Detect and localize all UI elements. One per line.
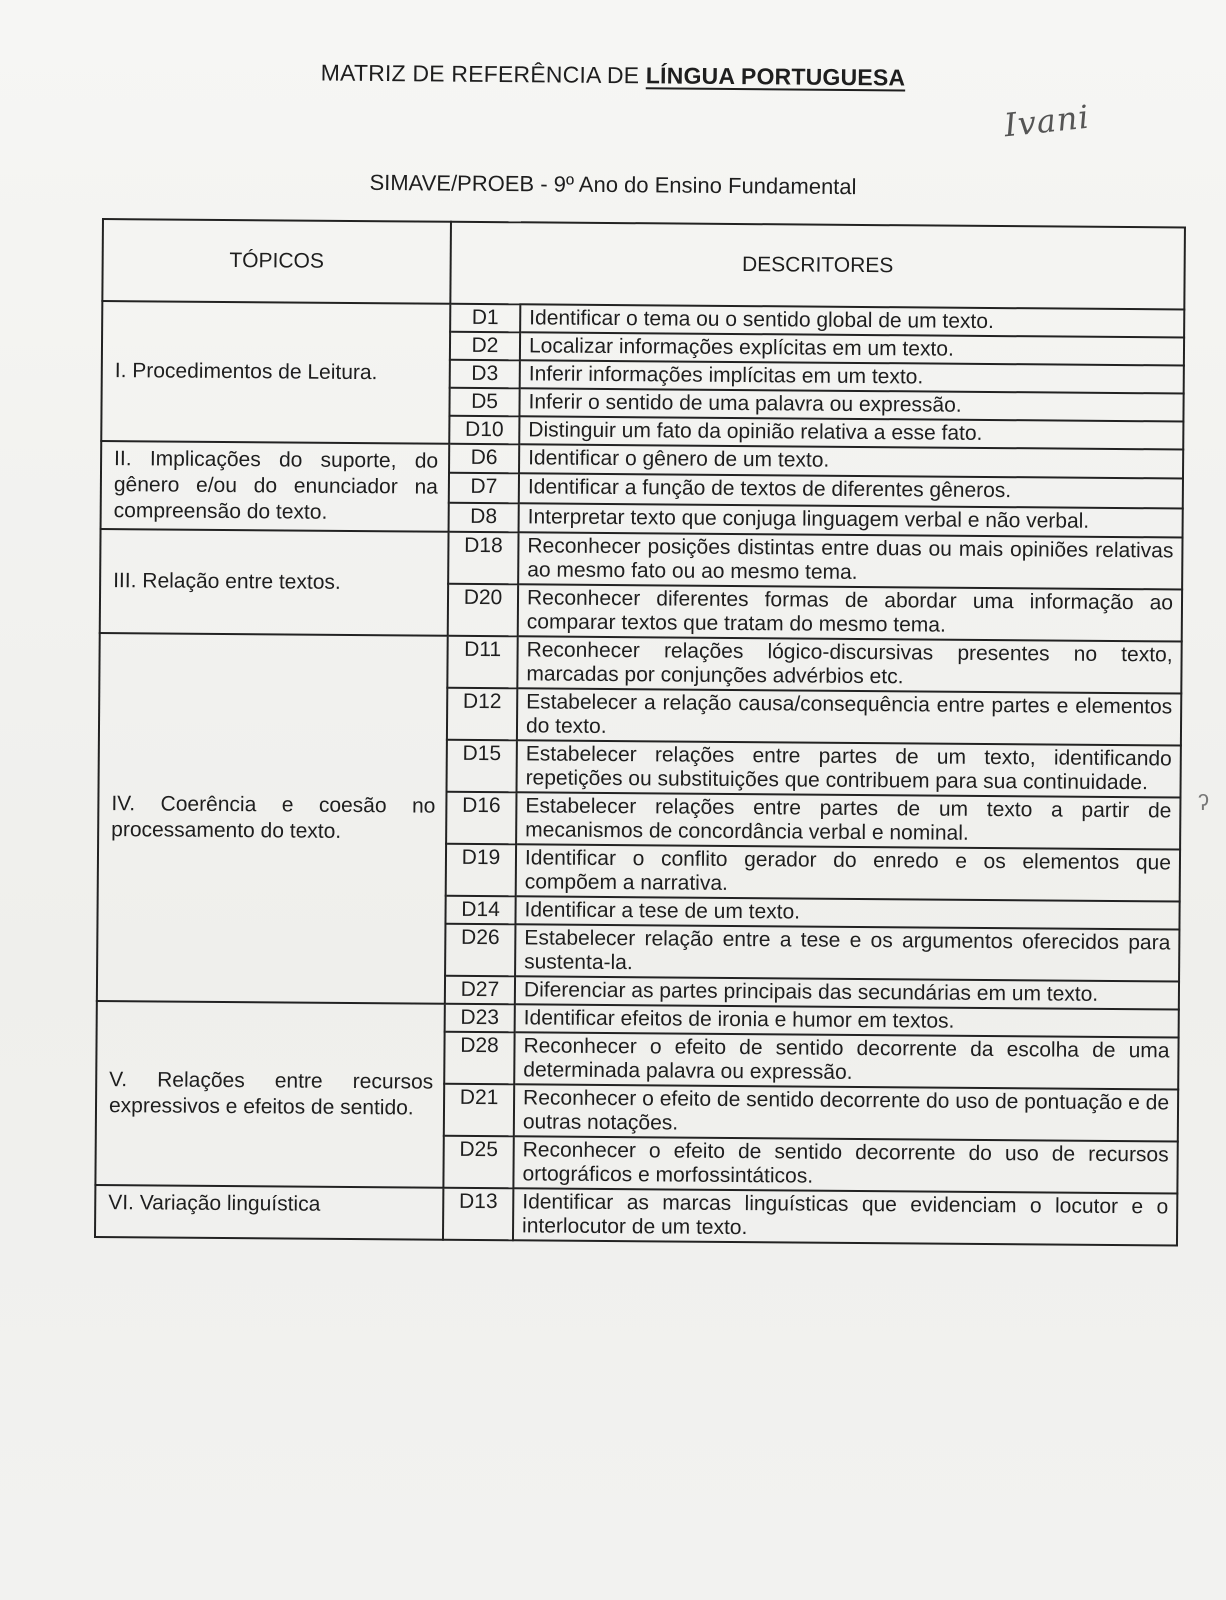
reference-matrix: [94, 218, 1186, 1246]
topic-cell: VI. Variação linguística: [95, 1185, 443, 1240]
table-body: [95, 301, 1184, 1245]
descriptor-code: D16: [446, 792, 516, 845]
descriptor-code: D10: [449, 416, 519, 445]
table-row: [100, 529, 1182, 589]
descriptor-code: D20: [448, 584, 518, 637]
descriptor-code: D1: [450, 304, 520, 333]
descriptor-code: D12: [447, 688, 517, 741]
document-subtitle: SIMAVE/PROEB - 9º Ano do Ensino Fundamental: [369, 169, 857, 200]
descriptor-code: D5: [449, 388, 519, 417]
header-descriptors: DESCRITORES: [450, 222, 1185, 310]
topic-cell: V. Relações entre recursos expressivos e efeitos de sentido.: [95, 1001, 444, 1188]
descriptor-code: D27: [445, 976, 515, 1005]
descriptor-text: Reconhecer diferentes formas de abordar uma informação ao comparar textos que tratam do mesmo tema.: [518, 584, 1182, 641]
document-title: [0, 57, 1226, 95]
header-topics: TÓPICOS: [102, 219, 451, 304]
descriptor-text: Distinguir um fato da opinião relativa a esse fato.: [519, 416, 1183, 449]
descriptor-code: D6: [449, 444, 519, 474]
descriptor-text: Estabelecer relações entre partes de um texto, identificando repetições ou substituições que contribuem para sua continuidade.: [517, 740, 1181, 797]
descriptor-text: Identificar o conflito gerador do enredo e os elementos que compõem a narrativa.: [516, 844, 1180, 901]
descriptor-text: Reconhecer relações lógico-discursivas presentes no texto, marcadas por conjunções advérbios etc.: [517, 636, 1181, 693]
descriptor-text: Identificar a tese de um texto.: [515, 896, 1179, 929]
descriptor-text: Estabelecer relação entre a tese e os argumentos oferecidos para sustenta-la.: [515, 924, 1179, 981]
descriptor-text: Inferir o sentido de uma palavra ou expressão.: [519, 388, 1183, 421]
descriptor-text: Identificar as marcas linguísticas que evidenciam o locutor e o interlocutor de um texto.: [513, 1188, 1177, 1245]
descriptor-text: Identificar o tema ou o sentido global de um texto.: [520, 304, 1184, 337]
descriptor-text: Diferenciar as partes principais das secundárias em um texto.: [515, 976, 1179, 1009]
topic-cell: I. Procedimentos de Leitura.: [101, 301, 450, 444]
descriptor-code: D18: [448, 532, 518, 585]
handwritten-name: Ivani: [1002, 97, 1092, 145]
topic-cell: IV. Coerência e coesão no processamento do texto.: [97, 633, 448, 1004]
descriptor-code: D13: [443, 1188, 513, 1241]
descriptor-code: D8: [449, 502, 519, 532]
stray-mark: ʔ: [1198, 790, 1209, 815]
descriptor-code: D11: [447, 636, 517, 689]
descriptor-text: Reconhecer o efeito de sentido decorrente do uso de recursos ortográficos e morfossintáticos.: [513, 1136, 1177, 1193]
table-header-row: [102, 219, 1185, 309]
descriptor-text: Interpretar texto que conjuga linguagem verbal e não verbal.: [519, 503, 1183, 538]
table-row: [99, 633, 1181, 693]
descriptor-code: D14: [445, 896, 515, 925]
descriptor-code: D7: [449, 473, 519, 503]
title-prefix: MATRIZ DE REFERÊNCIA DE: [320, 59, 646, 89]
descriptor-code: D28: [444, 1032, 514, 1085]
descriptor-table: [94, 218, 1186, 1246]
descriptor-text: Inferir informações implícitas em um texto.: [520, 360, 1184, 393]
title-emphasis: LÍNGUA PORTUGUESA: [645, 62, 906, 91]
descriptor-text: Identificar efeitos de ironia e humor em textos.: [515, 1004, 1179, 1037]
descriptor-code: D19: [446, 844, 516, 897]
descriptor-code: D26: [445, 924, 515, 977]
descriptor-code: D3: [450, 360, 520, 389]
descriptor-text: Estabelecer a relação causa/consequência entre partes e elementos do texto.: [517, 688, 1181, 745]
descriptor-text: Reconhecer o efeito de sentido decorrente do uso de pontuação e de outras notações.: [514, 1084, 1178, 1141]
descriptor-text: Estabelecer relações entre partes de um texto a partir de mecanismos de concordância verbal e nominal.: [516, 792, 1180, 849]
topic-cell: II. Implicações do suporte, do gênero e/ou do enunciador na compreensão do texto.: [101, 441, 450, 532]
descriptor-text: Identificar o gênero de um texto.: [519, 444, 1183, 479]
table-row: [95, 1185, 1177, 1245]
descriptor-text: Reconhecer o efeito de sentido decorrente da escolha de uma determinada palavra ou expressão.: [514, 1032, 1178, 1089]
descriptor-text: Reconhecer posições distintas entre duas ou mais opiniões relativas ao mesmo fato ou ao mesmo tema.: [518, 532, 1182, 589]
descriptor-text: Localizar informações explícitas em um texto.: [520, 332, 1184, 365]
descriptor-code: D23: [445, 1004, 515, 1033]
descriptor-text: Identificar a função de textos de diferentes gêneros.: [519, 474, 1183, 509]
descriptor-code: D25: [443, 1136, 513, 1189]
descriptor-code: D2: [450, 332, 520, 361]
descriptor-code: D21: [444, 1084, 514, 1137]
descriptor-code: D15: [447, 740, 517, 793]
topic-cell: III. Relação entre textos.: [100, 529, 449, 636]
